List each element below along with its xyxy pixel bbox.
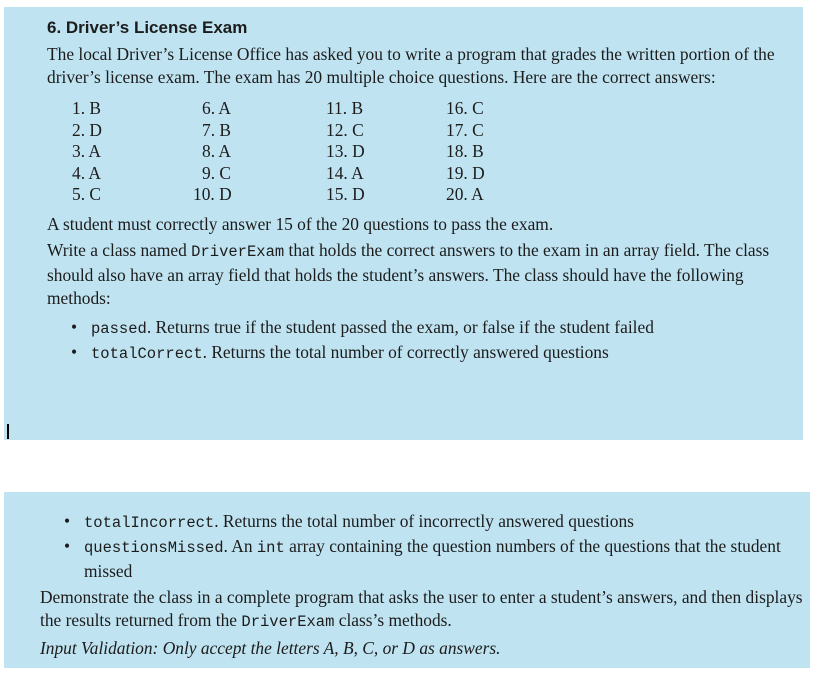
class-desc-post: that holds the correct answers to the exam in an array field. The class should also have an array field that holds the student’s answers. The class should have the following methods: [47,239,770,308]
exercise-title: 6. Driver’s License Exam [47,18,248,37]
method-name-code: questionsMissed [84,539,224,557]
class-name-code: DriverExam [241,613,335,631]
bullet-icon: • [71,316,78,337]
method-desc: . Returns the total number of incorrectly answered questions [214,511,634,531]
demo-pre: Demonstrate the class in a complete program that asks the user to enter a student’s answers, and then displays the results returned from the [40,587,803,630]
answer-item: 7. B [202,119,231,140]
text-cursor [7,424,9,439]
bullet-icon: • [71,341,78,362]
method-item [71,316,803,341]
bullet-icon: • [64,511,71,531]
method-name-code: totalIncorrect [84,514,215,532]
class-name-code: DriverExam [191,242,285,261]
answer-item: 12. C [326,119,364,140]
method-desc: . Returns the total number of correctly answered questions [202,341,609,362]
method-desc-pre: . An [223,536,257,556]
answer-item: 2. D [72,119,102,140]
method-desc: . Returns true if the student passed the exam, or false if the student failed [146,316,654,337]
answer-item: 9. C [202,162,231,183]
methods-list-part1 [71,316,803,366]
answer-item: 10. D [193,184,232,204]
intro-paragraph: The local Driver’s License Office has asked you to write a program that grades the written portion of the driver’s license exam. The exam has 20 multiple choice questions. Here are the correct answers: [47,44,775,87]
page-top-panel [4,7,803,440]
input-validation: Input Validation: Only accept the letters A, B, C, or D as answers. [40,638,501,658]
class-desc-pre: Write a class named [47,239,192,260]
answer-column-1 [63,98,193,206]
method-item [71,341,803,366]
bullet-icon: • [64,536,71,556]
answer-item: 8. A [202,141,231,161]
answer-column-3 [326,98,446,206]
method-name-code: passed [91,319,147,338]
page-bottom-panel [4,492,810,668]
answer-item: 4. A [72,162,101,183]
class-description [47,239,803,310]
answer-item: 20. A [446,184,484,204]
method-item [64,510,810,535]
pass-rule: A student must correctly answer 15 of the 20 questions to pass the exam. [47,213,554,234]
answer-item: 17. C [446,119,484,140]
answer-item: 3. A [72,141,101,161]
type-code: int [256,539,285,557]
answer-item: 19. D [446,162,485,183]
answer-item: 16. C [446,98,484,118]
answer-item: 11. B [326,98,364,118]
demo-post: class’s methods. [334,610,452,630]
answer-item: 13. D [326,141,365,161]
method-name-code: totalCorrect [91,344,203,363]
method-item [64,535,810,583]
answer-item: 15. D [326,184,365,204]
demo-paragraph [40,586,810,634]
answer-column-2 [193,98,326,206]
answer-column-4 [446,98,556,206]
method-desc-post: array containing the question numbers of the questions that the student missed [84,536,781,581]
methods-list-part2 [64,510,810,583]
answer-key-grid [63,98,803,206]
answer-item: 14. A [326,162,364,183]
answer-item: 1. B [72,98,101,118]
answer-item: 5. C [72,184,101,204]
answer-item: 18. B [446,141,484,161]
answer-item: 6. A [202,98,231,118]
